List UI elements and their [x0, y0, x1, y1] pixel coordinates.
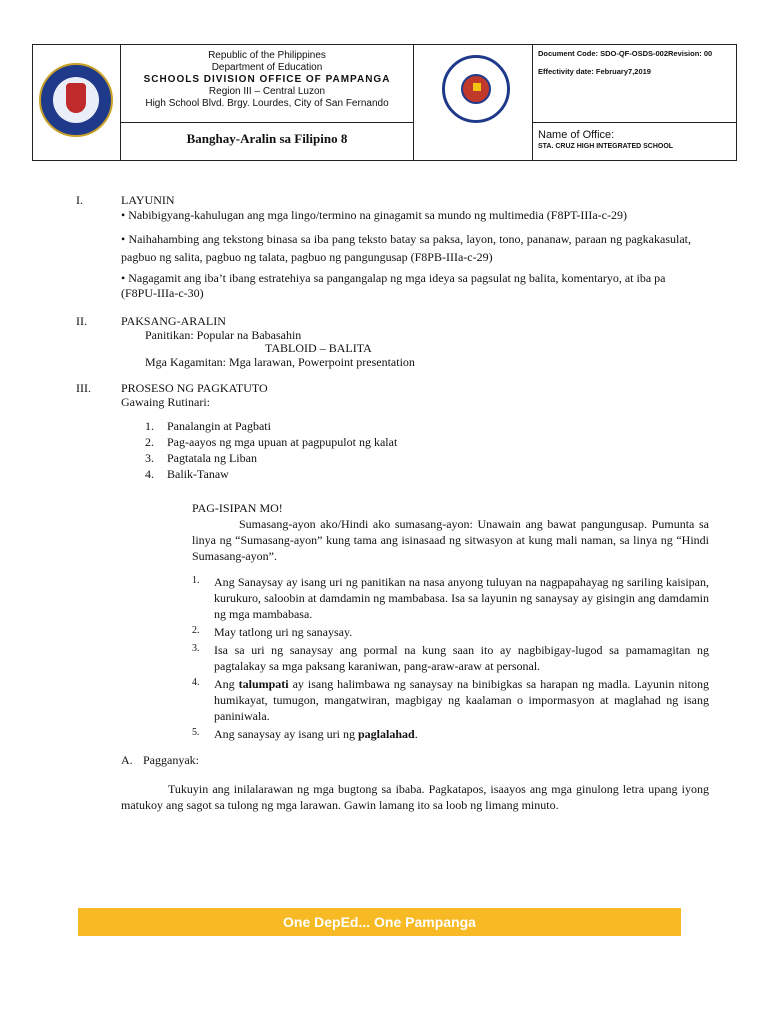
- routine-label: Gawaing Rutinari:: [121, 395, 210, 409]
- school-seal-icon: [442, 55, 510, 123]
- deped-seal-cell: [33, 45, 121, 160]
- section-3-number: III.: [76, 381, 91, 395]
- document-code: Document Code: SDO-QF-OSDS-002Revision: 00: [538, 49, 713, 58]
- office-cell: [532, 122, 737, 160]
- statement-list: [192, 574, 709, 742]
- office-value: STA. CRUZ HIGH INTEGRATED SCHOOL: [538, 143, 674, 150]
- section-1-title: LAYUNIN: [121, 193, 175, 207]
- objective-2: • Naihahambing ang tekstong binasa sa iba pang teksto batay sa paksa, layon, tono, pananaw, paraan ng pagkakasulat, pagbuo ng salita, pagbuo ng talata, pagbuo ng pangungusap (F8PB-IIIa-c-29): [121, 232, 691, 264]
- effectivity-date: Effectivity date: February7,2019: [538, 67, 651, 76]
- objective-1: • Nabibigyang-kahulugan ang mga lingo/termino na ginagamit sa mundo ng multimedia (F8PT-IIIa-c-29): [121, 208, 627, 222]
- lesson-title-cell: [120, 122, 414, 160]
- list-item: 2. May tatlong uri ng sanaysay.: [192, 625, 353, 639]
- section-2-title: PAKSANG-ARALIN: [121, 314, 226, 328]
- pag-isipan-title: PAG-ISIPAN MO!: [192, 501, 283, 515]
- section-2-number: II.: [76, 314, 87, 328]
- pag-isipan-instructions: Sumasang-ayon ako/Hindi ako sumasang-ayon: Unawain ang bawat pangungusap. Pumunta sa linya ng “Sumasang-ayon” kung tama ang isinasaad ng sitwasyon at kung mali naman, sa linya ng “Hindi Sumasang-ayon”.: [192, 517, 709, 563]
- list-item: 1. Panalangin at Pagbati: [145, 419, 271, 433]
- footer-banner: One DepEd... One Pampanga: [78, 908, 681, 936]
- list-item: 3. Pagtatala ng Liban: [145, 451, 257, 465]
- pagganyak-text: Tukuyin ang inilalarawan ng mga bugtong sa ibaba. Pagkatapos, isaayos ang mga ginulong letra upang iyong matukoy ang sagot sa tulong ng mga larawan. Gawin lamang ito sa loob ng limang minuto.: [121, 782, 709, 812]
- lesson-title: Banghay-Aralin sa Filipino 8: [186, 131, 348, 146]
- section-1-number: I.: [76, 193, 83, 207]
- document-header: [32, 44, 737, 161]
- document-code-cell: [532, 45, 737, 123]
- list-item: 1. Ang Sanaysay ay isang uri ng panitikan na nasa anyong tuluyan na nagpapahayag ng sariling kaisipan, kurukuro, saloobin at damdamin ng mambabasa. Isa sa layunin ng sanaysay ay gisingin ang damdamin ng mga mambabasa.: [192, 575, 709, 621]
- section-3-title: PROSESO NG PAGKATUTO: [121, 381, 268, 395]
- school-seal-cell: [413, 45, 533, 160]
- objective-3: • Nagagamit ang iba’t ibang estratehiya sa pangangalap ng mga ideya sa pagsulat ng balita, komentaryo, at iba pa (F8PU-IIIa-c-30): [121, 271, 666, 300]
- panitikan-line: Panitikan: Popular na Babasahin: [145, 328, 302, 342]
- list-item: 5. Ang sanaysay ay isang uri ng paglalahad.: [192, 727, 418, 741]
- agency-line-5: High School Blvd. Brgy. Lourdes, City of San Fernando: [145, 98, 389, 109]
- list-item: 2. Pag-aayos ng mga upuan at pagpupulot ng kalat: [145, 435, 398, 449]
- list-item: 4. Balik-Tanaw: [145, 467, 229, 481]
- pagganyak-heading: A. Pagganyak:: [121, 753, 199, 767]
- list-item: 4. Ang talumpati ay isang halimbawa ng sanaysay na binibigkas sa harapan ng madla. Layunin nitong humikayat, tumugon, mangatwiran, magbigay ng kaalaman o impormasyon at maglahad ng isang paniniwala.: [192, 677, 709, 723]
- routine-list: [145, 419, 397, 483]
- agency-line-1: Republic of the Philippines: [208, 50, 326, 61]
- agency-line-3: SCHOOLS DIVISION OFFICE OF PAMPANGA: [143, 74, 391, 85]
- office-label: Name of Office:: [538, 129, 615, 141]
- tabloid-line: TABLOID – BALITA: [265, 341, 372, 355]
- agency-info: [120, 45, 414, 123]
- agency-line-2: Department of Education: [211, 62, 323, 73]
- agency-line-4: Region III – Central Luzon: [208, 86, 326, 97]
- deped-seal-icon: [39, 63, 113, 137]
- kagamitan-line: Mga Kagamitan: Mga larawan, Powerpoint presentation: [145, 355, 415, 369]
- list-item: 3. Isa sa uri ng sanaysay ang pormal na kung saan ito ay nagbibigay-lugod sa pamamagitan ng pagtalakay sa mga paksang karaniwan, pang-araw-araw at personal.: [192, 643, 709, 673]
